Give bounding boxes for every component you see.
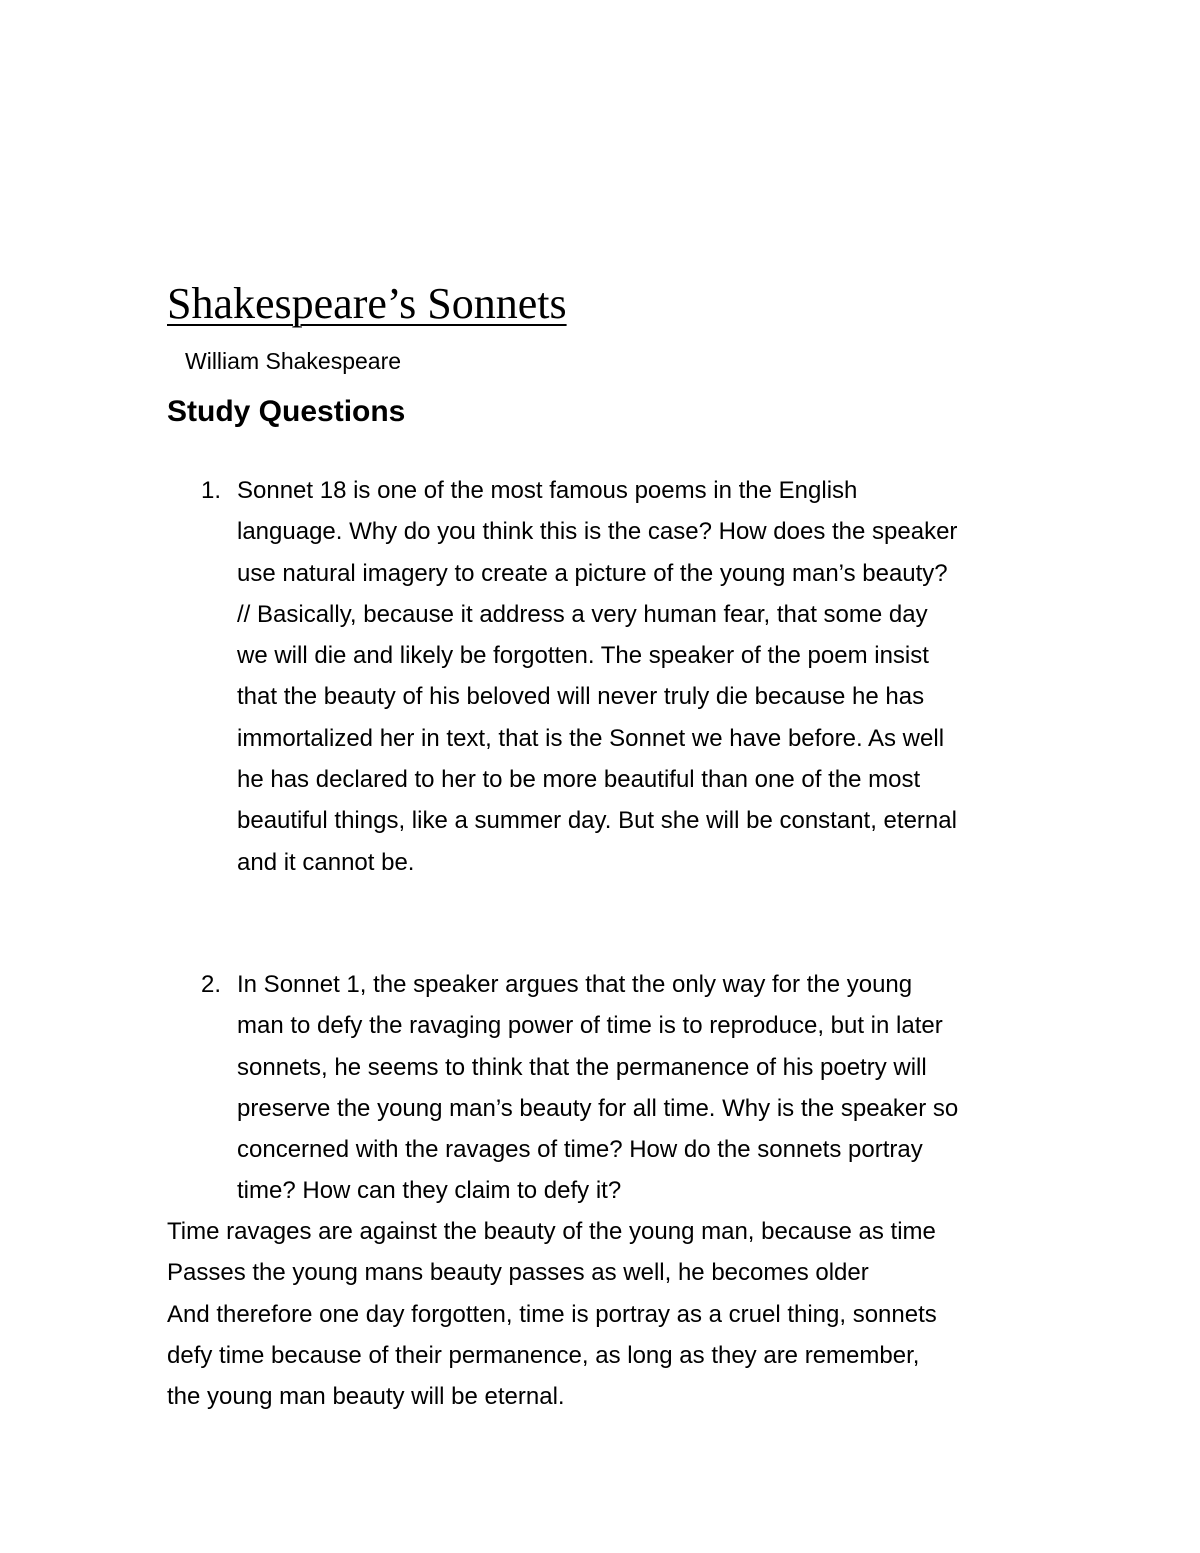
document-title: Shakespeare’s Sonnets: [167, 279, 567, 328]
question-number: 1.: [201, 477, 222, 504]
question-item: [167, 470, 1047, 883]
question-text: In Sonnet 1, the speaker argues that the only way for the young man to defy the ravaging power of time is to reproduce, but in later sonnets, he seems to think that the permanence of his poetry will preserve the young man’s beauty for all time. Why is the speaker so concerned with the ravages of time? How do the sonnets portray time? How can they claim to defy it?: [237, 971, 959, 1205]
section-heading: Study Questions: [167, 395, 406, 428]
answer-text: Time ravages are against the beauty of the young man, because as time Passes the young mans beauty passes as well, he becomes older And therefore one day forgotten, time is portray as a cruel thing, sonnets defy time because of their permanence, as long as they are remember, the young man beauty will be eternal.: [167, 1218, 937, 1411]
question-item: [167, 964, 1047, 1212]
question-text: Sonnet 18 is one of the most famous poems in the English language. Why do you think this is the case? How does the speaker use natural imagery to create a picture of the young man’s beauty? // Basically, because it address a very human fear, that some day we will die and likely be forgotten. The speaker of the poem insist that the beauty of his beloved will never truly die because he has immortalized her in text, that is the Sonnet we have before. As well he has declared to her to be more beautiful than one of the most beautiful things, like a summer day. But she will be constant, eternal and it cannot be.: [237, 477, 958, 876]
author-name: William Shakespeare: [185, 348, 402, 374]
question-number: 2.: [201, 971, 222, 998]
